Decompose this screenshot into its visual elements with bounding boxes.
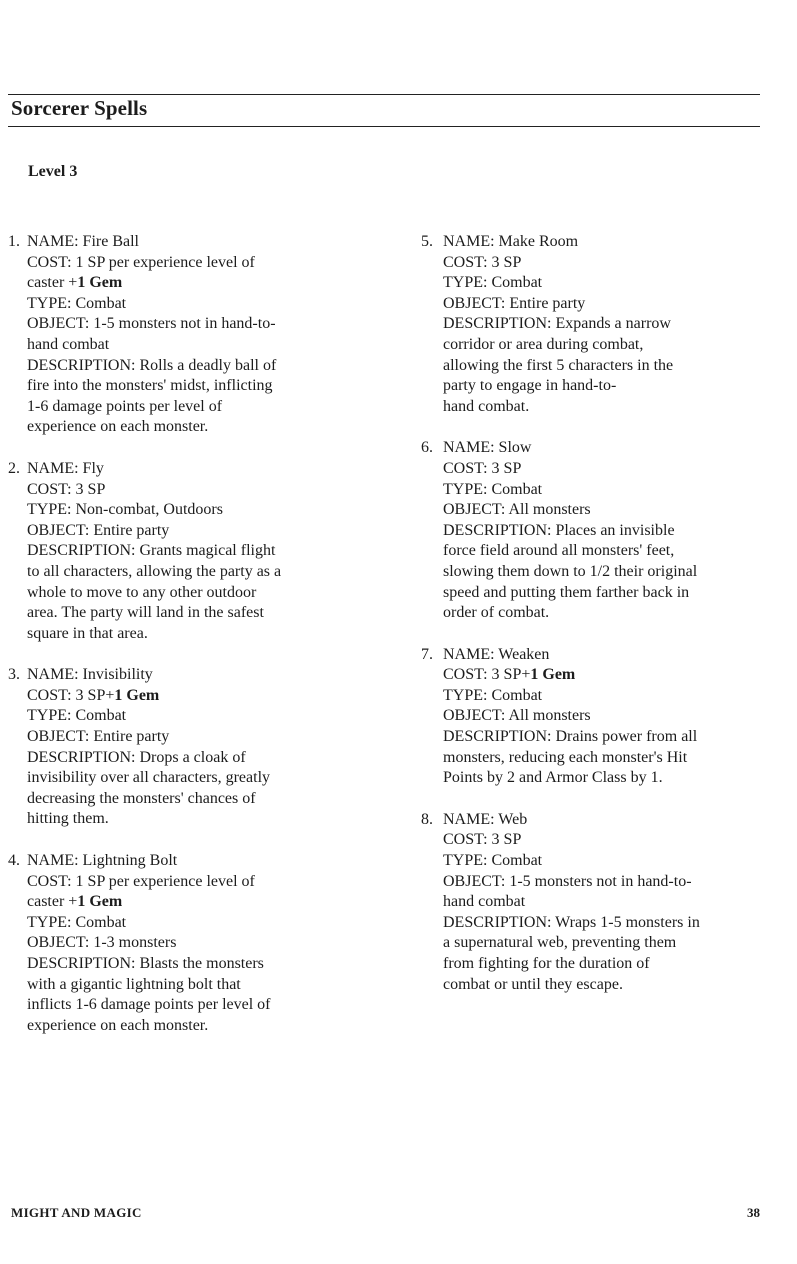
spell-cost: COST: 3 SP xyxy=(27,480,106,498)
spell-description: Points by 2 and Armor Class by 1. xyxy=(443,769,663,787)
spell-type: TYPE: Combat xyxy=(443,274,543,292)
cost-text: caster + xyxy=(27,274,78,292)
spell-object: OBJECT: All monsters xyxy=(443,501,591,519)
spell-description: a supernatural web, preventing them xyxy=(443,934,677,952)
spell-description: fire into the monsters' midst, inflicting xyxy=(27,377,273,395)
spell-type: TYPE: Combat xyxy=(27,913,127,931)
spell-name: NAME: Fly xyxy=(27,459,104,477)
spell-object: OBJECT: Entire party xyxy=(27,521,170,539)
footer-book-title: MIGHT AND MAGIC xyxy=(11,1205,142,1220)
spell-name: NAME: Invisibility xyxy=(27,666,153,684)
spell-description: combat or until they escape. xyxy=(443,975,623,993)
spell-number: 3. xyxy=(8,666,20,684)
spell-description: DESCRIPTION: Grants magical flight xyxy=(27,542,276,560)
spell-object-cont: hand combat xyxy=(443,893,526,911)
spell-cost xyxy=(443,665,797,686)
spell-type: TYPE: Combat xyxy=(443,480,543,498)
cost-text: COST: 3 SP+ xyxy=(27,686,115,704)
cost-gem: 1 Gem xyxy=(77,893,123,911)
spell-description: square in that area. xyxy=(27,624,148,642)
spell-number: 2. xyxy=(8,459,20,477)
spell-description: speed and putting them farther back in xyxy=(443,583,690,601)
spell-description: DESCRIPTION: Rolls a deadly ball of xyxy=(27,356,277,374)
spell-object-cont: hand combat xyxy=(27,335,110,353)
spell-description: 1-6 damage points per level of xyxy=(27,397,223,415)
page-number: 38 xyxy=(747,1205,760,1220)
spell-object: OBJECT: Entire party xyxy=(27,728,170,746)
spell-make-room xyxy=(416,232,797,417)
spell-description: area. The party will land in the safest xyxy=(27,604,264,622)
spell-number: 7. xyxy=(421,645,433,663)
spell-cost: COST: 3 SP xyxy=(443,459,522,477)
spell-web xyxy=(416,810,797,995)
cost-text: COST: 3 SP+ xyxy=(443,666,531,684)
spell-weaken xyxy=(416,645,797,789)
spell-description: experience on each monster. xyxy=(27,418,209,436)
spell-description: with a gigantic lightning bolt that xyxy=(27,975,241,993)
spell-object: OBJECT: 1-3 monsters xyxy=(27,934,177,952)
spell-cost: COST: 1 SP per experience level of xyxy=(27,872,255,890)
spell-invisibility xyxy=(0,665,400,830)
spell-description: from fighting for the duration of xyxy=(443,955,650,972)
spell-description: force field around all monsters' feet, xyxy=(443,542,675,560)
spell-lightning-bolt xyxy=(0,851,400,1036)
spell-type: TYPE: Combat xyxy=(443,852,543,870)
header-rule-bottom xyxy=(8,126,760,127)
spell-name: NAME: Fire Ball xyxy=(27,233,139,250)
cost-gem: 1 Gem xyxy=(114,686,160,704)
spell-description: DESCRIPTION: Wraps 1-5 monsters in xyxy=(443,913,700,931)
spell-number: 6. xyxy=(421,439,433,457)
spell-number: 5. xyxy=(421,233,433,250)
spell-description: experience on each monster. xyxy=(27,1016,209,1034)
spell-name: NAME: Web xyxy=(443,810,528,828)
spell-name: NAME: Slow xyxy=(443,439,532,457)
spell-type: TYPE: Combat xyxy=(443,686,543,704)
page-title: Sorcerer Spells xyxy=(11,96,148,120)
level-heading: Level 3 xyxy=(28,163,78,180)
spell-description: DESCRIPTION: Drops a cloak of xyxy=(27,748,246,766)
spell-object: OBJECT: All monsters xyxy=(443,707,591,725)
spell-description: allowing the first 5 characters in the xyxy=(443,356,674,374)
spell-fly xyxy=(0,459,400,644)
spell-cost: COST: 3 SP xyxy=(443,831,522,849)
spell-fire-ball xyxy=(0,232,400,438)
spell-description: party to engage in hand-to- xyxy=(443,377,617,395)
spell-description: inflicts 1-6 damage points per level of xyxy=(27,996,271,1014)
spell-cost: COST: 3 SP xyxy=(443,253,522,271)
spell-description: slowing them down to 1/2 their original xyxy=(443,562,698,580)
spell-object: OBJECT: 1-5 monsters not in hand-to- xyxy=(27,315,276,333)
spell-cost: COST: 1 SP per experience level of xyxy=(27,253,255,271)
header-rule-top xyxy=(8,94,760,95)
spell-description: to all characters, allowing the party as a xyxy=(27,562,282,580)
spell-object: OBJECT: 1-5 monsters not in hand-to- xyxy=(443,872,692,890)
spell-type: TYPE: Combat xyxy=(27,707,127,725)
spell-description: hand combat. xyxy=(443,397,530,415)
cost-text: caster + xyxy=(27,893,78,911)
spell-type: TYPE: Non-combat, Outdoors xyxy=(27,501,223,519)
cost-gem: 1 Gem xyxy=(530,666,576,684)
cost-gem: 1 Gem xyxy=(77,274,123,292)
spell-cost-cont xyxy=(27,892,400,913)
spell-description: decreasing the monsters' chances of xyxy=(27,789,256,807)
spell-description: DESCRIPTION: Places an invisible xyxy=(443,521,675,539)
spell-description: whole to move to any other outdoor xyxy=(27,583,257,601)
spell-description: hitting them. xyxy=(27,810,109,828)
right-column xyxy=(416,232,797,995)
spell-name: NAME: Weaken xyxy=(443,645,550,663)
spell-name: NAME: Lightning Bolt xyxy=(27,852,178,870)
spell-cost xyxy=(27,686,400,707)
spell-number: 1. xyxy=(8,233,20,250)
spell-name: NAME: Make Room xyxy=(443,233,579,250)
spell-description: monsters, reducing each monster's Hit xyxy=(443,748,688,766)
spell-description: DESCRIPTION: Drains power from all xyxy=(443,728,698,746)
spell-description: DESCRIPTION: Blasts the monsters xyxy=(27,955,264,972)
spell-type: TYPE: Combat xyxy=(27,294,127,312)
spell-description: DESCRIPTION: Expands a narrow xyxy=(443,315,671,333)
left-column xyxy=(0,232,400,1036)
spell-description: corridor or area during combat, xyxy=(443,335,644,353)
spell-description: invisibility over all characters, greatly xyxy=(27,769,271,787)
spell-slow xyxy=(416,438,797,623)
spell-object: OBJECT: Entire party xyxy=(443,294,586,312)
spell-description: order of combat. xyxy=(443,604,550,622)
spell-number: 8. xyxy=(421,810,433,828)
spell-cost-cont xyxy=(27,273,400,294)
spell-number: 4. xyxy=(8,852,20,870)
